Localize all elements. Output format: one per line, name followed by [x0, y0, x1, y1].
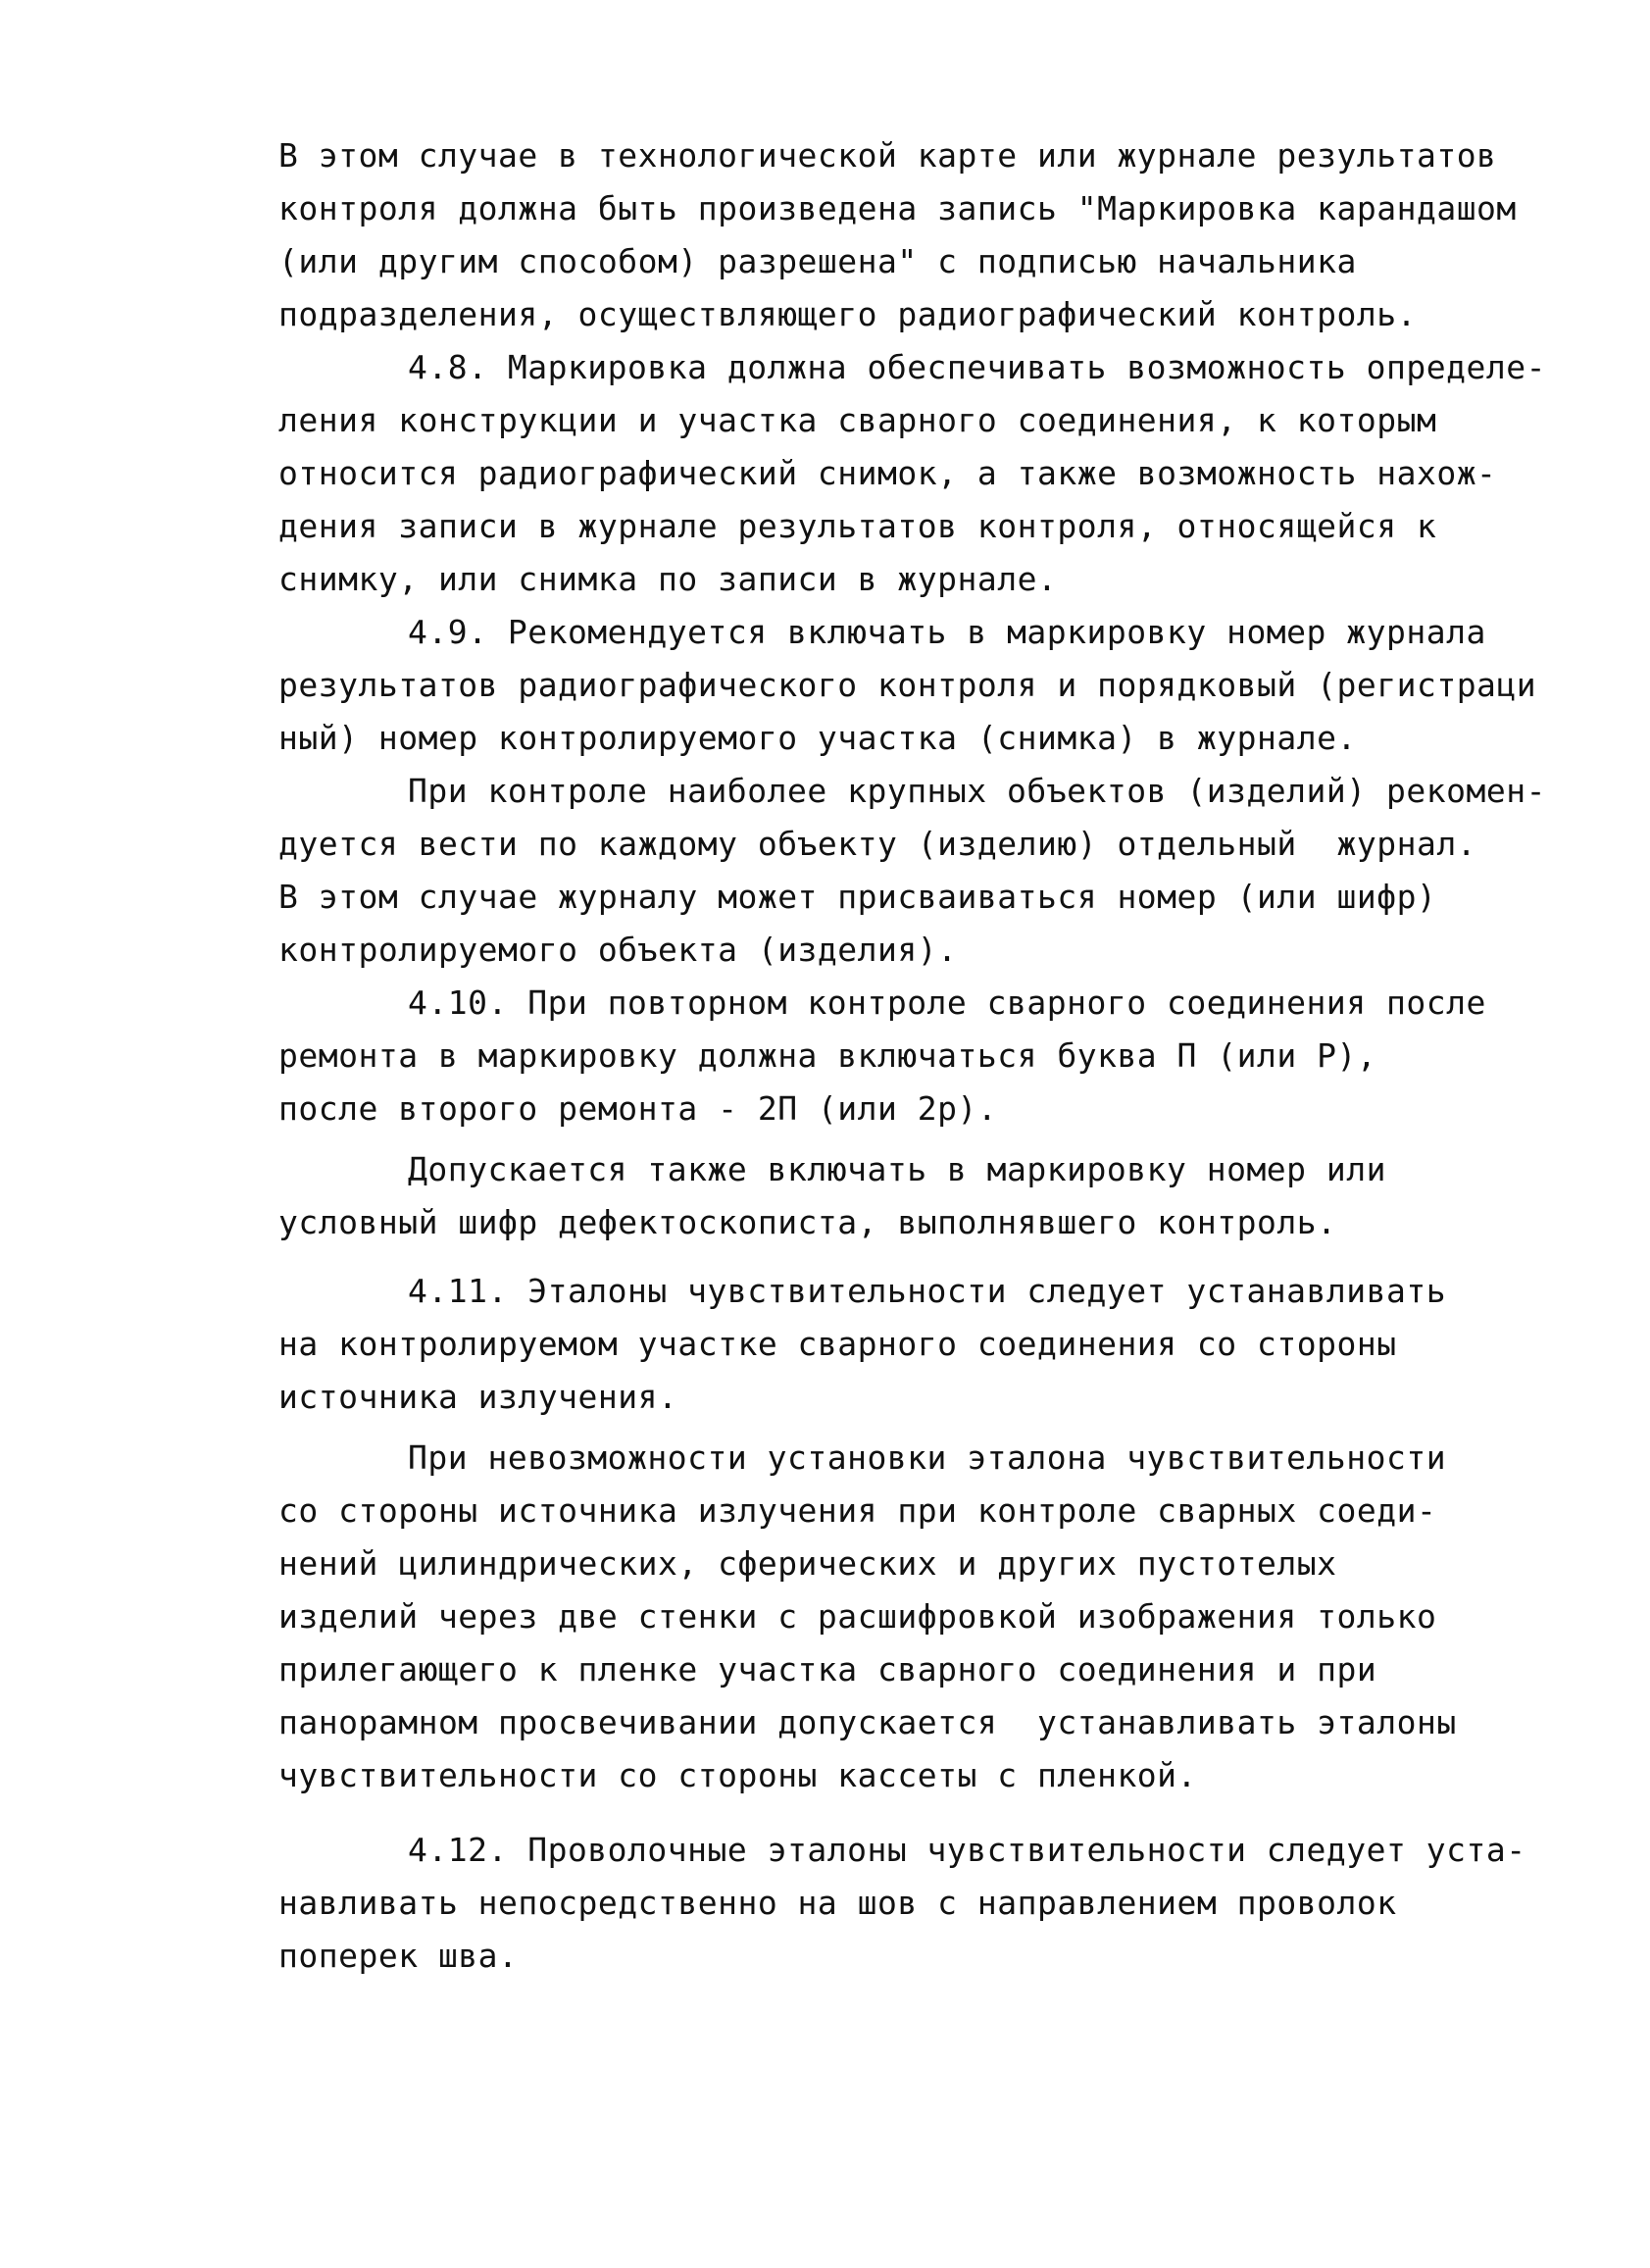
document-body [278, 129, 1612, 1983]
paragraph-4-11-continued [278, 1432, 1612, 1802]
text-line: относится радиографический снимок, а также возможность нахож- [278, 454, 1497, 492]
text-line: условный шифр дефектоскописта, выполнявшего контроль. [278, 1203, 1337, 1241]
paragraph-4-11 [278, 1265, 1612, 1424]
text-line: дуется вести по каждому объекту (изделию) отдельный журнал. [278, 825, 1477, 863]
text-line: со стороны источника излучения при контроле сварных соеди- [278, 1491, 1437, 1530]
text-line: источника излучения. [278, 1378, 678, 1416]
text-line: на контролируемом участке сварного соединения со стороны [278, 1325, 1397, 1363]
paragraph-4-9 [278, 606, 1612, 765]
text-line: 4.8. Маркировка должна обеспечивать возможность определе- [408, 348, 1546, 386]
text-line: ный) номер контролируемого участка (снимка) в журнале. [278, 719, 1357, 757]
text-line: снимку, или снимка по записи в журнале. [278, 560, 1058, 598]
text-line: 4.9. Рекомендуется включать в маркировку номер журнала [408, 613, 1486, 651]
text-line: панорамном просвечивании допускается устанавливать эталоны [278, 1703, 1457, 1741]
paragraph-4-10-continued [278, 1143, 1612, 1249]
text-line: навливать непосредственно на шов с направлением проволок [278, 1884, 1397, 1922]
paragraph-intro [278, 129, 1612, 341]
paragraph-4-10 [278, 977, 1612, 1135]
text-line: контроля должна быть произведена запись "Маркировка карандашом [278, 189, 1517, 227]
paragraph-4-9-continued [278, 765, 1612, 977]
text-line: В этом случае в технологической карте или журнале результатов [278, 136, 1497, 175]
text-line: Допускается также включать в маркировку номер или [408, 1150, 1387, 1188]
text-line: ремонта в маркировку должна включаться буква П (или Р), [278, 1036, 1377, 1075]
paragraph-4-12 [278, 1824, 1612, 1983]
text-line: чувствительности со стороны кассеты с пленкой. [278, 1756, 1197, 1794]
text-line: (или другим способом) разрешена" с подписью начальника [278, 242, 1357, 280]
text-line: ления конструкции и участка сварного соединения, к которым [278, 401, 1437, 439]
text-line: 4.10. При повторном контроле сварного соединения после [408, 983, 1486, 1022]
text-line: подразделения, осуществляющего радиографический контроль. [278, 295, 1417, 333]
text-line: 4.12. Проволочные эталоны чувствительности следует уста- [408, 1831, 1526, 1869]
text-line: нений цилиндрических, сферических и других пустотелых [278, 1544, 1337, 1583]
text-line: контролируемого объекта (изделия). [278, 931, 958, 969]
text-line: 4.11. Эталоны чувствительности следует устанавливать [408, 1272, 1447, 1310]
text-line: прилегающего к пленке участка сварного соединения и при [278, 1650, 1377, 1688]
text-line: При невозможности установки эталона чувствительности [408, 1438, 1447, 1477]
text-line: после второго ремонта - 2П (или 2р). [278, 1089, 998, 1128]
text-line: В этом случае журналу может присваиваться номер (или шифр) [278, 878, 1437, 916]
text-line: изделий через две стенки с расшифровкой изображения только [278, 1597, 1437, 1636]
text-line: дения записи в журнале результатов контроля, относящейся к [278, 507, 1437, 545]
text-line: результатов радиографического контроля и порядковый (регистраци [278, 666, 1537, 704]
paragraph-4-8 [278, 341, 1612, 606]
text-line: поперек шва. [278, 1937, 519, 1975]
text-line: При контроле наиболее крупных объектов (изделий) рекомен- [408, 772, 1546, 810]
